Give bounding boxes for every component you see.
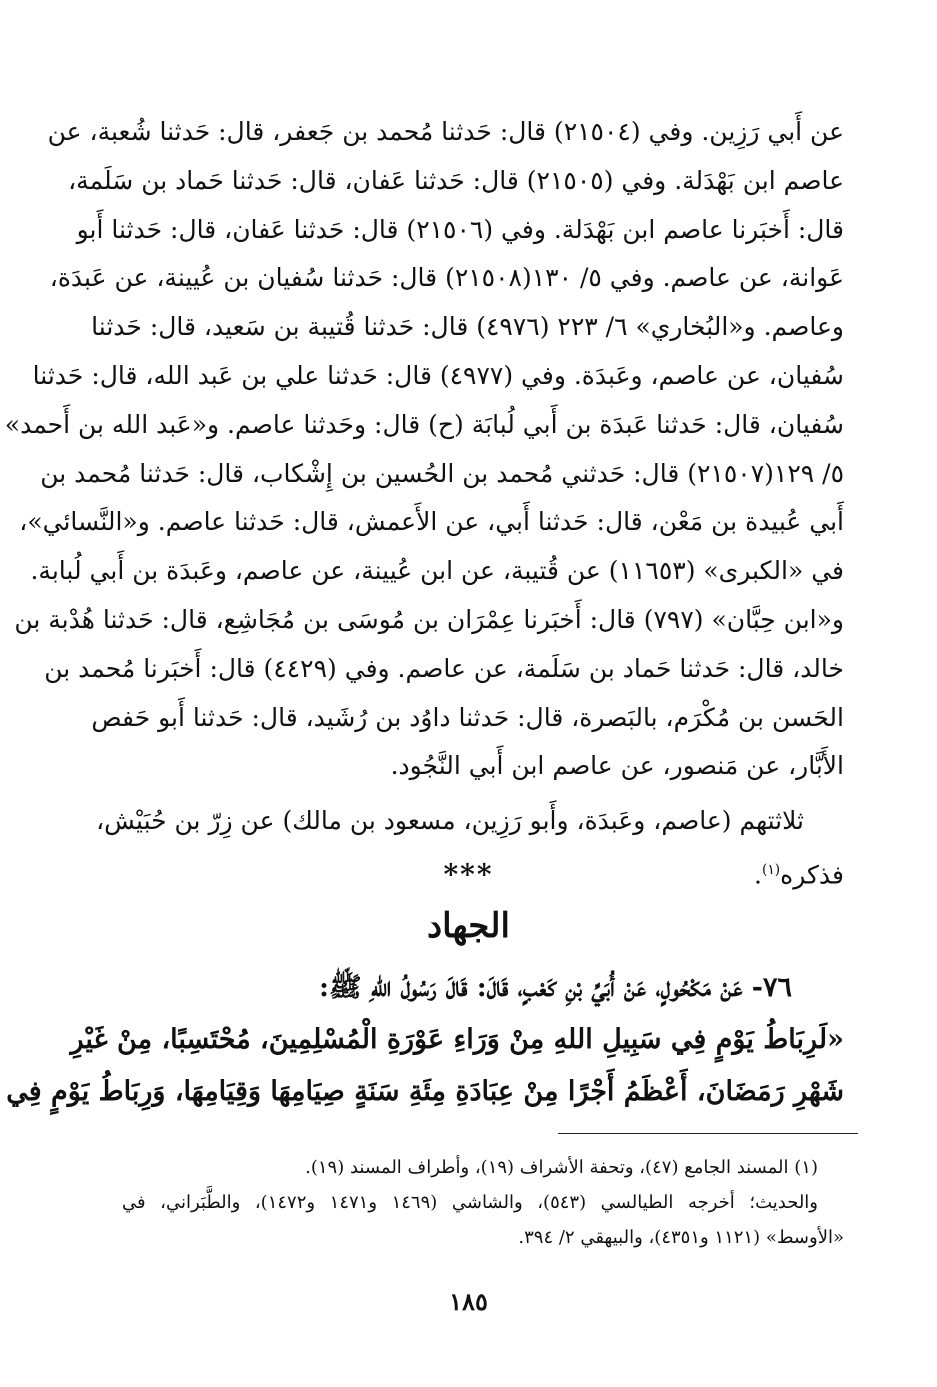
footnote-divider bbox=[558, 1133, 858, 1134]
hadith-line: «لَرِبَاطُ يَوْمٍ فِي سَبِيلِ اللهِ مِنْ وَرَاءِ عَوْرَةِ الْمُسْلِمِينَ، مُحْتَسِبًا، مِنْ غَيْرِ bbox=[70, 1024, 844, 1055]
sentence-end: . bbox=[754, 860, 762, 890]
text-line: وعاصم. و«البُخاري» ٦/ ٢٢٣ (٤٩٧٦) قال: حَدثنا قُتيبة بن سَعيد، قال: حَدثنا bbox=[91, 312, 844, 342]
section-separator: *** bbox=[443, 858, 494, 891]
hadith-line: ٧٦- عَنْ مَكْحُولٍ، عَنْ أُبَيِّ بْنِ كَعْبٍ، قَالَ: قَالَ رَسُولُ اللهِ ﷺ: bbox=[319, 972, 792, 1003]
section-title: الجهاد bbox=[427, 906, 510, 946]
text-line: عَوانة، عن عاصم. وفي ٥/ ١٣٠(٢١٥٠٨) قال: حَدثنا سُفيان بن عُيينة، عن عَبدَة، bbox=[49, 263, 844, 293]
footnote-line: «الأوسط» (١١٢١ و٤٣٥١)، والبيهقي ٢/ ٣٩٤. bbox=[518, 1227, 844, 1248]
footnotes-block bbox=[122, 1150, 844, 1255]
hadith-line: شَهْرِ رَمَضَانَ، أَعْظَمُ أَجْرًا مِنْ عِبَادَةِ مِئَةِ سَنَةٍ صِيَامِهَا وَقِيَامِهَا، وَرِبَاطُ يَوْمٍ فِي bbox=[6, 1076, 844, 1107]
text-line: سُفيان، عن عاصم، وعَبدَة. وفي (٤٩٧٧) قال: حَدثنا علي بن عَبد الله، قال: حَدثنا bbox=[32, 360, 844, 390]
text-line: ثلاثتهم (عاصم، وعَبدَة، وأَبو رَزِين، مسعود بن مالك) عن زِرّ بن حُبَيْش، bbox=[96, 806, 804, 836]
footnote-reference: (١) bbox=[761, 861, 781, 878]
text-line: أَبي عُبيدة بن مَعْن، قال: حَدثنا أَبي، عن الأَعمش، قال: حَدثنا عاصم. و«النَّسائي»، bbox=[19, 507, 844, 537]
text-line: ٥/ ١٢٩(٢١٥٠٧) قال: حَدثني مُحمد بن الحُسين بن إِشْكاب، قال: حَدثنا مُحمد بن bbox=[40, 458, 844, 488]
text-line: قال: أَخبَرنا عاصم ابن بَهْدَلة. وفي (٢١٥٠٦) قال: حَدثنا عَفان، قال: حَدثنا أَبو bbox=[76, 214, 844, 244]
text-line: في «الكبرى» (١١٦٥٣) عن قُتيبة، عن ابن عُيينة، عن عاصم، وعَبدَة بن أَبي لُبابة. bbox=[30, 556, 844, 586]
text-line: الحَسن بن مُكْرَم، بالبَصرة، قال: حَدثنا داوُد بن رُشَيد، قال: حَدثنا أَبو حَفص bbox=[91, 702, 844, 732]
text-line: خالد، قال: حَدثنا حَماد بن سَلَمة، عن عاصم. وفي (٤٤٢٩) قال: أَخبَرنا مُحمد بن bbox=[44, 653, 844, 683]
text-line: عاصم ابن بَهْدَلة. وفي (٢١٥٠٥) قال: حَدثنا عَفان، قال: حَدثنا حَماد بن سَلَمة، bbox=[68, 165, 844, 195]
text-line: سُفيان، قال: حَدثنا عَبدَة بن أَبي لُبابَة (ح) قال: وحَدثنا عاصم. و«عَبد الله بن أَحمد» bbox=[4, 409, 844, 439]
page-number: ١٨٥ bbox=[449, 1287, 488, 1316]
footnote-line: والحديث؛ أخرجه الطيالسي (٥٤٣)، والشاشي (١٤٦٩ و١٤٧١ و١٤٧٢)، والطَّبَراني، في bbox=[122, 1192, 819, 1213]
text-line: الأَبَّار، عن مَنصور، عن عاصم ابن أَبي النَّجُود. bbox=[390, 751, 844, 781]
hadith-block bbox=[6, 962, 844, 1118]
footnote-line: (١) المسند الجامع (٤٧)، وتحفة الأشراف (١٩)، وأطراف المسند (١٩). bbox=[305, 1157, 818, 1178]
text-fragment: فذكره bbox=[780, 860, 844, 890]
main-text-block bbox=[4, 108, 844, 900]
text-line: و«ابن حِبَّان» (٧٩٧) قال: أَخبَرنا عِمْرَان بن مُوسَى بن مُجَاشِع، قال: حَدثنا هُدْبة بن bbox=[14, 604, 844, 634]
text-line: عن أَبي رَزِين. وفي (٢١٥٠٤) قال: حَدثنا مُحمد بن جَعفر، قال: حَدثنا شُعبة، عن bbox=[47, 117, 844, 146]
